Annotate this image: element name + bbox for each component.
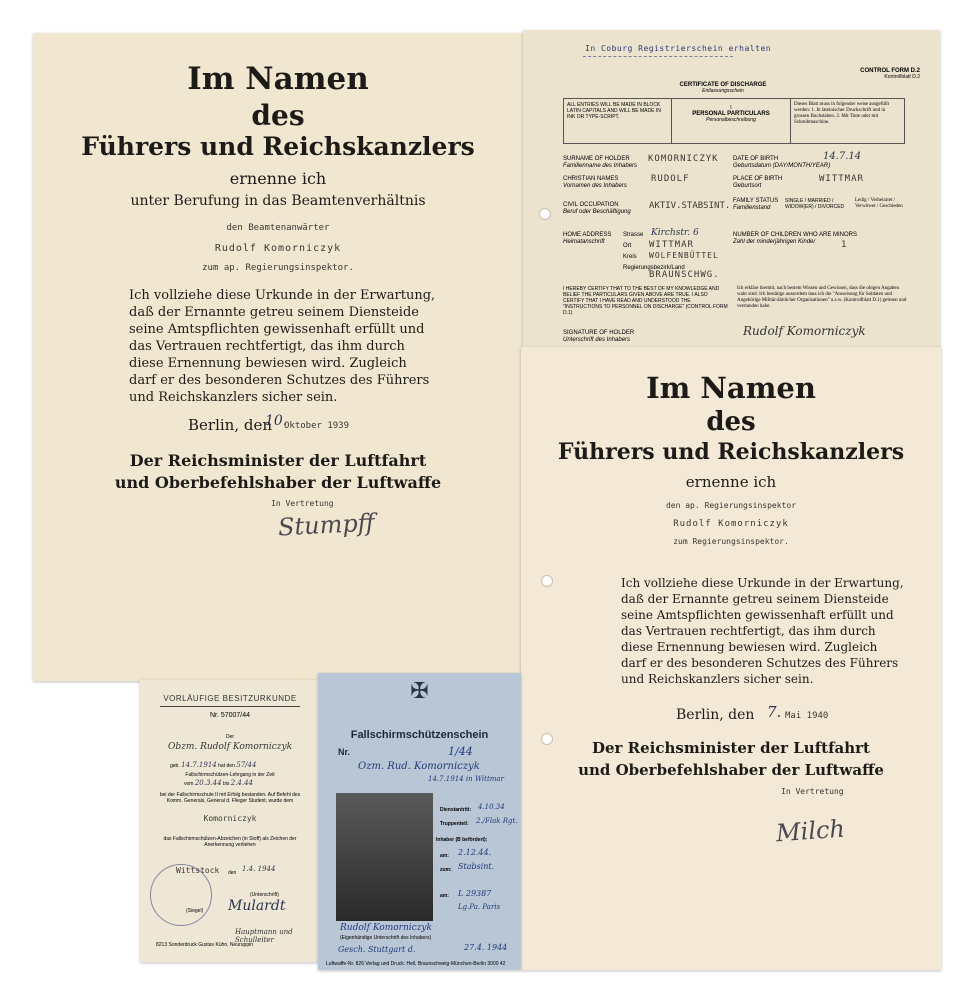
doc5-am1-label: am: bbox=[440, 853, 449, 859]
doc1-vertretung: In Vertretung bbox=[271, 499, 334, 508]
doc4-place: Wittstock bbox=[176, 866, 220, 875]
doc2-pob-label bbox=[733, 176, 782, 190]
geb-value: 14.7.1914 bbox=[181, 761, 217, 769]
doc4-unterschrift: (Unterschrift) bbox=[250, 892, 279, 898]
doc2-pob-value: WITTMAR bbox=[819, 174, 864, 184]
doc1-heading-1: Im Namen bbox=[187, 61, 369, 97]
doc2-certify-de: Ich erkläre hiermit, nach bestem Wissen und Gewissen, dass die obigen Angaben wahr sind. Ich bestätige ausserdem dass ich die "Anweisung für Soldaten und Angehörige Militär-ähnlicher Organisationen" u.s.w. (Kontrollblatt D.1) gelesen und verstanden habe. bbox=[737, 286, 907, 309]
signature-label: SIGNATURE OF HOLDER bbox=[563, 330, 635, 336]
doc4-den: den bbox=[228, 870, 237, 876]
doc5-name: Ozm. Rud. Komorniczyk bbox=[358, 761, 480, 772]
doc4-date-range bbox=[184, 780, 253, 787]
doc2-header-stamp: In Coburg Registrierschein erhalten bbox=[585, 44, 772, 53]
doc4-date: 1.4. 1944 bbox=[242, 865, 276, 873]
family-sub: Familienstand bbox=[733, 205, 771, 211]
punch-hole bbox=[541, 733, 553, 745]
doc3-body-line: daß der Ernannte getreu seinem Diensteide bbox=[621, 592, 889, 606]
doc3-typed-2: Rudolf Komorniczyk bbox=[673, 519, 789, 529]
doc2-strasse-label: Strasse bbox=[623, 232, 644, 238]
doc2-family-label bbox=[733, 198, 778, 212]
doc5-am2-value: L 29387 bbox=[458, 889, 492, 898]
doc2-ort-label: Ort bbox=[623, 243, 632, 249]
paratrooper-certificate-booklet bbox=[318, 673, 521, 970]
doc3-body-line: das Vertrauen rechtfertigt, das ihm durch bbox=[621, 624, 876, 638]
doc1-heading-3: Führers und Reichskanzlers bbox=[81, 132, 475, 161]
doc2-children-label bbox=[733, 232, 857, 246]
doc2-certify-en: I HEREBY CERTIFY THAT TO THE BEST OF MY KNOWLEDGE AND BELIEF THE PARTICULARS GIVEN ABOVE ARE TRUE. I ALSO CERTIFY THAT I HAVE READ AND UNDERSTOOD THE "INSTRUCTIONS TO PERSONNEL ON DISCHARGE" (CONTROL FORM D.1) bbox=[563, 286, 728, 316]
doc2-cert-title: CERTIFICATE OF DISCHARGE bbox=[679, 82, 767, 88]
doc4-name: Obzm. Rudolf Komorniczyk bbox=[167, 742, 293, 752]
appointment-certificate-1939 bbox=[33, 33, 523, 681]
doc1-date-typed: Oktober 1939 bbox=[284, 421, 350, 431]
doc1-body-line: seine Amtspflichten gewissenhaft erfüllt und bbox=[129, 322, 425, 337]
doc1-typed-2: Rudolf Komorniczyk bbox=[214, 243, 342, 254]
doc5-zum2-value: Lg.Pa. Paris bbox=[458, 903, 501, 911]
doc2-kreis-label: Kreis bbox=[623, 254, 637, 260]
doc5-sig-caption: (Eigenhändige Unterschrift des Inhabers) bbox=[340, 935, 432, 941]
doc2-occupation-label bbox=[563, 202, 631, 216]
doc1-place: Berlin, den bbox=[188, 416, 273, 434]
doc1-typed-1: den Beamtenanwärter bbox=[226, 223, 330, 233]
eagle-emblem-icon: ✠ bbox=[410, 679, 429, 704]
doc1-date-handwritten: 10. bbox=[265, 413, 288, 429]
doc2-control-sub: Kontrollblatt D.2 bbox=[884, 74, 920, 80]
dob-label: DATE OF BIRTH bbox=[733, 156, 779, 162]
doc1-body-line: das Vertrauen rechtfertigt, das ihm durch bbox=[129, 339, 405, 354]
bis-value: 2.4.44 bbox=[230, 779, 254, 787]
doc2-dob-label bbox=[733, 156, 830, 170]
christian-label: CHRISTIAN NAMES bbox=[563, 176, 619, 182]
doc5-am2-label: am: bbox=[440, 893, 449, 899]
vom-label: vom bbox=[184, 781, 194, 787]
doc1-body-line: darf er des besonderen Schutzes des Führers bbox=[129, 373, 430, 388]
lehrgang-value: 57/44 bbox=[236, 761, 257, 769]
doc1-line-2: unter Berufung in das Beamtenverhältnis bbox=[130, 193, 426, 209]
doc5-title: Fallschirmschützenschein bbox=[350, 729, 489, 741]
occupation-label: CIVIL OCCUPATION bbox=[563, 202, 619, 208]
doc3-body-line: diese Ernennung bewiesen wird. Zugleich bbox=[621, 640, 878, 654]
doc3-signatory-1: Der Reichsminister der Luftfahrt bbox=[592, 739, 870, 757]
doc2-strasse-value: Kirchstr. 6 bbox=[651, 228, 699, 238]
doc5-signature: Rudolf Komorniczyk bbox=[340, 923, 432, 933]
doc4-geb-line bbox=[170, 762, 256, 769]
doc1-body bbox=[129, 287, 435, 406]
doc5-inhaber-label: Inhaber (B befördert): bbox=[436, 837, 488, 843]
doc4-der: Der bbox=[225, 734, 235, 740]
doc1-body-line: und Reichskanzlers sicher sein. bbox=[129, 390, 338, 405]
surname-sub: Familienname des Inhabers bbox=[563, 163, 638, 169]
doc5-truppe-label: Truppenteil: bbox=[440, 821, 469, 827]
doc4-name-2: Komorniczyk bbox=[203, 814, 257, 823]
doc2-home-label bbox=[563, 232, 611, 246]
children-label: NUMBER OF CHILDREN WHO ARE MINORS bbox=[733, 232, 858, 238]
doc5-am1-value: 2.12.44. bbox=[458, 848, 492, 857]
doc2-title-block bbox=[653, 82, 793, 94]
doc5-issued: Gesch. Stuttgart d. bbox=[338, 945, 416, 954]
doc4-siegel: (Siegel) bbox=[186, 908, 204, 914]
doc2-right-note: Dieses Blatt muss in folgender weise ausgefüllt werden: 1. In lateinischer Druckschrift und in grossen Buchstaben. 2. Mit Tinte oder mit Schreibmaschine. bbox=[794, 102, 889, 125]
holder-photo bbox=[336, 793, 433, 921]
doc3-heading-2: des bbox=[706, 407, 756, 437]
doc3-signatory-2: und Oberbefehlshaber der Luftwaffe bbox=[578, 761, 884, 779]
doc3-body bbox=[621, 575, 904, 687]
children-sub: Zahl der minderjährigen Kinder bbox=[733, 239, 816, 245]
doc4-nr: Nr. 57007/44 bbox=[209, 712, 251, 719]
doc5-truppe-value: 2./Flak Rgt. bbox=[476, 817, 518, 825]
doc5-birth: 14.7.1914 in Wittmar bbox=[428, 775, 504, 783]
pob-sub: Geburtsort bbox=[733, 183, 762, 189]
doc4-text-1: bei der Fallschirmschule II mit Erfolg bestanden. Auf Befehl des Komm. Generals, General d. Flieger Student, wurde dem bbox=[159, 792, 301, 804]
doc3-heading-3: Führers und Reichskanzlers bbox=[557, 439, 905, 465]
doc1-line-1: ernenne ich bbox=[229, 169, 327, 188]
doc2-christian-label bbox=[563, 176, 627, 190]
doc2-control-label: CONTROL FORM D.2 bbox=[860, 68, 920, 74]
family-label: FAMILY STATUS bbox=[733, 198, 779, 204]
doc2-cert-sub: Entlassungsschein bbox=[702, 88, 744, 94]
doc2-signature: Rudolf Komorniczyk bbox=[743, 324, 866, 338]
doc2-notes-row bbox=[563, 98, 905, 144]
doc1-signature: Stumpff bbox=[277, 508, 376, 542]
doc4-signature: Mulardt bbox=[228, 898, 286, 914]
doc2-kreis-value: WOLFENBÜTTEL bbox=[649, 251, 719, 260]
certificate-of-discharge bbox=[523, 30, 940, 350]
doc2-surname-label bbox=[563, 156, 637, 170]
doc5-nr-value: 1/44 bbox=[448, 745, 473, 758]
punch-hole bbox=[539, 208, 551, 220]
doc5-zum-label: zum: bbox=[440, 867, 452, 873]
doc1-heading-2: des bbox=[251, 99, 305, 132]
doc2-section: I PERSONAL PARTICULARS Personalbeschreibung bbox=[672, 99, 791, 143]
hat-den-label: hat den bbox=[218, 763, 235, 769]
doc3-heading-1: Im Namen bbox=[646, 371, 816, 405]
doc4-footer: 8213 Sonderdruck Gustav Kühn, Neuruppin bbox=[156, 942, 254, 948]
doc2-section-title: PERSONAL PARTICULARS bbox=[692, 111, 770, 117]
doc3-typed-1: den ap. Regierungsinspektor bbox=[665, 501, 797, 510]
doc5-zum-value: Stabsint. bbox=[458, 862, 495, 871]
doc1-signatory-2: und Oberbefehlshaber der Luftwaffe bbox=[114, 473, 442, 492]
doc3-date-typed: Mai 1940 bbox=[785, 711, 829, 721]
doc2-signature-label bbox=[563, 330, 634, 344]
doc5-dienst-label: Dienstantritt: bbox=[440, 807, 472, 813]
doc2-surname-value: KOMORNICZYK bbox=[648, 154, 719, 164]
doc2-section-sub: Personalbeschreibung bbox=[706, 117, 756, 123]
occupation-sub: Beruf oder Beschäftigung bbox=[563, 209, 631, 215]
dob-sub: Geburtsdatum (DAY/MONTH/YEAR) bbox=[733, 163, 831, 169]
doc4-rank: Hauptmann und Schulleiter bbox=[235, 928, 293, 944]
bis-label: bis bbox=[222, 781, 230, 787]
doc4-title: VORLÄUFIGE BESITZURKUNDE bbox=[163, 694, 297, 703]
signature-sub: Unterschrift des Inhabers bbox=[563, 337, 631, 343]
doc3-body-line: und Reichskanzlers sicher sein. bbox=[621, 672, 814, 686]
doc3-typed-3: zum Regierungsinspektor. bbox=[673, 537, 789, 546]
doc1-body-line: Ich vollziehe diese Urkunde in der Erwartung, bbox=[129, 288, 436, 303]
doc3-date-handwritten: 7. bbox=[767, 703, 782, 721]
punch-hole bbox=[541, 575, 553, 587]
doc1-body-line: daß der Ernannte getreu seinem Diensteide bbox=[129, 305, 419, 320]
christian-sub: Vornamen des Inhabers bbox=[563, 183, 627, 189]
doc4-rule bbox=[160, 706, 300, 707]
doc5-nr-label: Nr. bbox=[338, 747, 351, 757]
pob-label: PLACE OF BIRTH bbox=[733, 176, 783, 182]
doc2-control-form bbox=[860, 68, 920, 80]
home-sub: Heimatanschrift bbox=[563, 239, 605, 245]
doc4-lehrgang: Fallschirmschützen-Lehrgang in der Zeit bbox=[185, 772, 275, 778]
doc3-body-line: seine Amtspflichten gewissenhaft erfüllt und bbox=[621, 608, 894, 622]
doc4-text-2: das Fallschirmschützen-Abzeichen (in Stoff) als Zeichen der Anerkennung verliehen bbox=[163, 836, 297, 848]
appointment-certificate-1940 bbox=[521, 347, 941, 970]
doc2-left-note: ALL ENTRIES WILL BE MADE IN BLOCK LATIN CAPITALS AND WILL BE MADE IN INK OR TYPE-SCRIPT. bbox=[564, 99, 672, 143]
doc3-body-line: darf er des besonderen Schutzes des Führers bbox=[621, 656, 899, 670]
doc2-bezirk-value: BRAUNSCHWG. bbox=[649, 270, 720, 280]
doc3-line-1: ernenne ich bbox=[685, 473, 777, 491]
doc2-family-options-de: Ledig / Verheiratet / Verwitwet / Geschieden bbox=[855, 198, 903, 209]
vom-value: 20.3.44 bbox=[194, 779, 222, 787]
home-label: HOME ADDRESS bbox=[563, 232, 612, 238]
doc3-place: Berlin, den bbox=[676, 707, 755, 723]
geb-label: geb. bbox=[170, 763, 180, 769]
doc3-body-line: Ich vollziehe diese Urkunde in der Erwartung, bbox=[621, 576, 904, 590]
doc1-signatory-1: Der Reichsminister der Luftfahrt bbox=[129, 451, 427, 470]
doc3-signature: Milch bbox=[775, 814, 846, 848]
doc2-dob-value: 14.7.14 bbox=[823, 151, 862, 162]
doc2-stamp-line bbox=[583, 56, 733, 57]
doc2-family-options: SINGLE / MARRIED / WIDOW(ER) / DIVORCED bbox=[785, 198, 845, 210]
doc2-occupation-value: AKTIV.STABSINT. bbox=[649, 201, 731, 211]
doc5-issued-date: 27.4. 1944 bbox=[464, 943, 508, 952]
doc1-typed-3: zum ap. Regierungsinspektor. bbox=[202, 263, 354, 273]
doc5-dienst-value: 4.10.34 bbox=[478, 803, 505, 811]
doc2-christian-value: RUDOLF bbox=[651, 174, 690, 184]
provisional-ownership-certificate bbox=[140, 680, 320, 962]
doc5-footer: Luftwaffe-Nr. 826 Verlag und Druck: Hell, Braunschweig-München-Berlin 3000 42 bbox=[326, 961, 506, 967]
surname-label: SURNAME OF HOLDER bbox=[563, 156, 630, 162]
doc2-children-value: 1 bbox=[841, 240, 847, 250]
doc1-body-line: diese Ernennung bewiesen wird. Zugleich bbox=[129, 356, 407, 371]
doc3-vertretung: In Vertretung bbox=[781, 787, 844, 796]
doc2-bezirk-label: Regierungsbezirk/Land bbox=[623, 265, 685, 271]
doc2-ort-value: WITTMAR bbox=[649, 240, 694, 250]
